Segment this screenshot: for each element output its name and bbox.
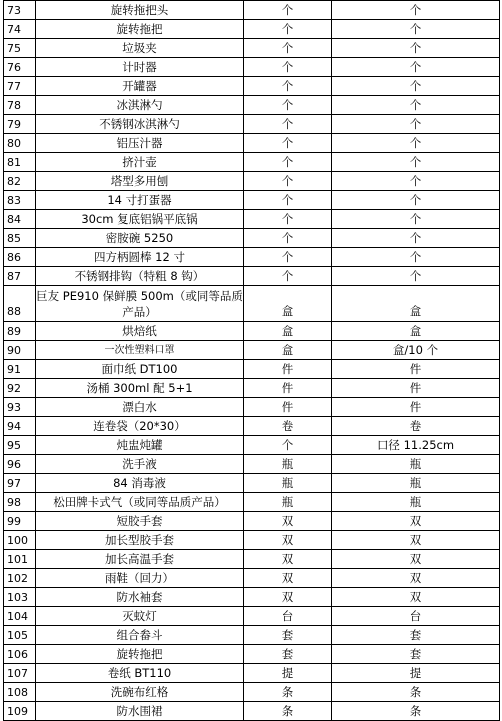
unit-spec-cell: 套 [332, 645, 500, 664]
table-row [4, 379, 500, 398]
table-row [4, 153, 500, 172]
unit-spec-cell: 个 [332, 210, 500, 229]
unit-cell: 双 [244, 550, 332, 569]
table-row [4, 341, 500, 360]
row-number-cell: 94 [4, 417, 36, 436]
unit-cell: 个 [244, 267, 332, 286]
table-row [4, 531, 500, 550]
unit-spec-cell: 个 [332, 77, 500, 96]
table-row [4, 702, 500, 721]
row-number-cell: 105 [4, 626, 36, 645]
table-row [4, 436, 500, 455]
item-name-cell: 雨鞋（回力） [36, 569, 244, 588]
unit-cell: 件 [244, 398, 332, 417]
table-row [4, 360, 500, 379]
item-name-cell: 加长高温手套 [36, 550, 244, 569]
unit-cell: 双 [244, 569, 332, 588]
unit-spec-cell: 个 [332, 134, 500, 153]
items-table [3, 0, 500, 721]
row-number-cell: 87 [4, 267, 36, 286]
table-row [4, 512, 500, 531]
table-row [4, 588, 500, 607]
unit-cell: 套 [244, 626, 332, 645]
row-number-cell: 88 [4, 286, 36, 322]
table-row [4, 664, 500, 683]
unit-spec-cell: 个 [332, 39, 500, 58]
item-name-cell: 汤桶 300ml 配 5+1 [36, 379, 244, 398]
row-number-cell: 104 [4, 607, 36, 626]
table-row [4, 550, 500, 569]
unit-cell: 瓶 [244, 493, 332, 512]
item-name-cell: 开罐器 [36, 77, 244, 96]
unit-cell: 双 [244, 531, 332, 550]
unit-cell: 瓶 [244, 455, 332, 474]
row-number-cell: 82 [4, 172, 36, 191]
unit-cell: 台 [244, 607, 332, 626]
unit-cell: 个 [244, 172, 332, 191]
table-row [4, 607, 500, 626]
row-number-cell: 98 [4, 493, 36, 512]
row-number-cell: 103 [4, 588, 36, 607]
row-number-cell: 95 [4, 436, 36, 455]
unit-spec-cell: 双 [332, 569, 500, 588]
table-row [4, 77, 500, 96]
row-number-cell: 109 [4, 702, 36, 721]
table-row [4, 1, 500, 20]
items-table-body [4, 1, 500, 721]
unit-cell: 提 [244, 664, 332, 683]
unit-cell: 个 [244, 436, 332, 455]
table-row [4, 683, 500, 702]
unit-spec-cell: 口径 11.25cm [332, 436, 500, 455]
row-number-cell: 92 [4, 379, 36, 398]
unit-cell: 条 [244, 683, 332, 702]
item-name-cell: 塔型多用刨 [36, 172, 244, 191]
table-row [4, 569, 500, 588]
row-number-cell: 76 [4, 58, 36, 77]
unit-cell: 双 [244, 512, 332, 531]
unit-cell: 个 [244, 191, 332, 210]
item-name-cell: 面巾纸 DT100 [36, 360, 244, 379]
row-number-cell: 90 [4, 341, 36, 360]
unit-cell: 个 [244, 115, 332, 134]
unit-cell: 卷 [244, 417, 332, 436]
unit-cell: 件 [244, 379, 332, 398]
unit-cell: 盒 [244, 341, 332, 360]
item-name-cell: 烘焙纸 [36, 322, 244, 341]
item-name-cell: 14 寸打蛋器 [36, 191, 244, 210]
item-name-cell: 挤汁壶 [36, 153, 244, 172]
unit-spec-cell: 个 [332, 267, 500, 286]
row-number-cell: 81 [4, 153, 36, 172]
item-name-cell: 垃圾夹 [36, 39, 244, 58]
table-row [4, 20, 500, 39]
item-name-cell: 短胶手套 [36, 512, 244, 531]
unit-spec-cell: 瓶 [332, 493, 500, 512]
unit-spec-cell: 个 [332, 58, 500, 77]
unit-spec-cell: 瓶 [332, 455, 500, 474]
item-name-cell: 加长型胶手套 [36, 531, 244, 550]
unit-spec-cell: 提 [332, 664, 500, 683]
unit-spec-cell: 个 [332, 172, 500, 191]
table-row [4, 58, 500, 77]
unit-spec-cell: 条 [332, 702, 500, 721]
table-row [4, 172, 500, 191]
unit-cell: 个 [244, 153, 332, 172]
item-name-cell: 灭蚊灯 [36, 607, 244, 626]
unit-cell: 瓶 [244, 474, 332, 493]
table-row [4, 267, 500, 286]
row-number-cell: 101 [4, 550, 36, 569]
item-name-cell: 连卷袋（20*30） [36, 417, 244, 436]
row-number-cell: 80 [4, 134, 36, 153]
table-row [4, 229, 500, 248]
unit-spec-cell: 个 [332, 1, 500, 20]
table-row [4, 115, 500, 134]
unit-spec-cell: 个 [332, 191, 500, 210]
item-name-cell: 不锈钢冰淇淋勺 [36, 115, 244, 134]
item-name-cell: 防水袖套 [36, 588, 244, 607]
unit-cell: 个 [244, 20, 332, 39]
table-row [4, 134, 500, 153]
row-number-cell: 96 [4, 455, 36, 474]
item-name-cell: 洗碗布红格 [36, 683, 244, 702]
unit-cell: 个 [244, 248, 332, 267]
unit-spec-cell: 条 [332, 683, 500, 702]
row-number-cell: 107 [4, 664, 36, 683]
item-name-cell: 84 消毒液 [36, 474, 244, 493]
row-number-cell: 75 [4, 39, 36, 58]
row-number-cell: 74 [4, 20, 36, 39]
unit-spec-cell: 卷 [332, 417, 500, 436]
item-name-cell: 炖盅炖罐 [36, 436, 244, 455]
item-name-cell: 巨友 PE910 保鲜膜 500m（或同等品质产品） [36, 286, 244, 322]
unit-cell: 个 [244, 77, 332, 96]
unit-cell: 个 [244, 96, 332, 115]
unit-spec-cell: 件 [332, 398, 500, 417]
unit-cell: 个 [244, 58, 332, 77]
table-row [4, 248, 500, 267]
row-number-cell: 93 [4, 398, 36, 417]
row-number-cell: 85 [4, 229, 36, 248]
item-name-cell: 一次性塑料口罩 [36, 341, 244, 360]
item-name-cell: 洗手液 [36, 455, 244, 474]
unit-spec-cell: 个 [332, 20, 500, 39]
unit-spec-cell: 双 [332, 512, 500, 531]
unit-spec-cell: 双 [332, 588, 500, 607]
item-name-cell: 旋转拖把 [36, 20, 244, 39]
unit-spec-cell: 个 [332, 248, 500, 267]
unit-spec-cell: 件 [332, 379, 500, 398]
unit-cell: 个 [244, 39, 332, 58]
item-name-cell: 不锈钢排钩（特粗 8 钩） [36, 267, 244, 286]
item-name-cell: 组合畚斗 [36, 626, 244, 645]
item-name-cell: 旋转拖把头 [36, 1, 244, 20]
table-row [4, 417, 500, 436]
unit-cell: 双 [244, 588, 332, 607]
unit-spec-cell: 个 [332, 229, 500, 248]
table-row [4, 626, 500, 645]
unit-cell: 个 [244, 229, 332, 248]
unit-cell: 个 [244, 134, 332, 153]
table-row [4, 455, 500, 474]
table-row [4, 322, 500, 341]
row-number-cell: 77 [4, 77, 36, 96]
row-number-cell: 89 [4, 322, 36, 341]
unit-spec-cell: 台 [332, 607, 500, 626]
item-name-cell: 旋转拖把 [36, 645, 244, 664]
table-row [4, 493, 500, 512]
unit-cell: 个 [244, 210, 332, 229]
unit-cell: 盒 [244, 322, 332, 341]
unit-cell: 盒 [244, 286, 332, 322]
item-name-cell: 卷纸 BT110 [36, 664, 244, 683]
item-name-cell: 四方柄圆棒 12 寸 [36, 248, 244, 267]
item-name-cell: 冰淇淋勺 [36, 96, 244, 115]
table-row [4, 398, 500, 417]
unit-spec-cell: 盒 [332, 286, 500, 322]
row-number-cell: 108 [4, 683, 36, 702]
unit-spec-cell: 件 [332, 360, 500, 379]
unit-cell: 条 [244, 702, 332, 721]
item-name-cell: 密胺碗 5250 [36, 229, 244, 248]
unit-spec-cell: 盒/10 个 [332, 341, 500, 360]
table-row [4, 210, 500, 229]
item-name-cell: 铝压汁器 [36, 134, 244, 153]
row-number-cell: 83 [4, 191, 36, 210]
row-number-cell: 99 [4, 512, 36, 531]
row-number-cell: 73 [4, 1, 36, 20]
unit-spec-cell: 瓶 [332, 474, 500, 493]
unit-spec-cell: 盒 [332, 322, 500, 341]
unit-cell: 套 [244, 645, 332, 664]
unit-spec-cell: 套 [332, 626, 500, 645]
row-number-cell: 100 [4, 531, 36, 550]
row-number-cell: 86 [4, 248, 36, 267]
table-row [4, 286, 500, 322]
item-name-cell: 防水围裙 [36, 702, 244, 721]
item-name-cell: 30cm 复底铝锅平底锅 [36, 210, 244, 229]
row-number-cell: 84 [4, 210, 36, 229]
unit-spec-cell: 双 [332, 531, 500, 550]
unit-cell: 件 [244, 360, 332, 379]
table-row [4, 191, 500, 210]
item-name-cell: 计时器 [36, 58, 244, 77]
row-number-cell: 79 [4, 115, 36, 134]
unit-cell: 个 [244, 1, 332, 20]
row-number-cell: 78 [4, 96, 36, 115]
item-name-cell: 松田牌卡式气（或同等品质产品） [36, 493, 244, 512]
unit-spec-cell: 双 [332, 550, 500, 569]
unit-spec-cell: 个 [332, 96, 500, 115]
table-row [4, 474, 500, 493]
row-number-cell: 97 [4, 474, 36, 493]
unit-spec-cell: 个 [332, 153, 500, 172]
row-number-cell: 91 [4, 360, 36, 379]
item-name-cell: 漂白水 [36, 398, 244, 417]
unit-spec-cell: 个 [332, 115, 500, 134]
row-number-cell: 102 [4, 569, 36, 588]
table-row [4, 39, 500, 58]
table-row [4, 645, 500, 664]
table-row [4, 96, 500, 115]
row-number-cell: 106 [4, 645, 36, 664]
